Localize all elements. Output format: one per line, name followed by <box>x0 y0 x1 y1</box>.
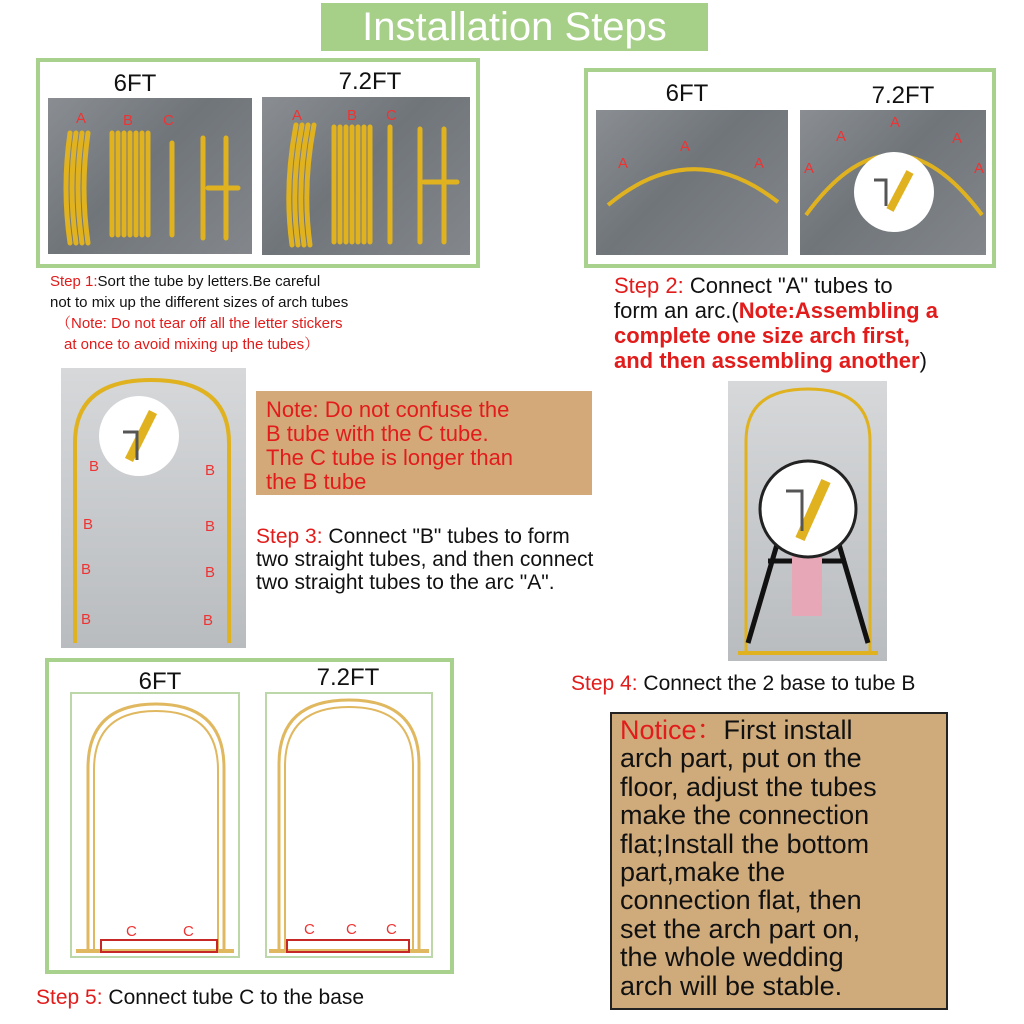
step3-line3: two straight tubes to the arc "A". <box>256 571 555 594</box>
step2-caption <box>614 273 1014 373</box>
step3-letter-b1: B <box>89 458 100 475</box>
notice-box <box>610 712 948 1010</box>
step2-7ft-letter-a4: A <box>952 130 963 147</box>
arch-stand-illustration <box>728 381 887 661</box>
step5-prefix: Step 5: <box>36 986 103 1009</box>
step1-size-7ft-label: 7.2FT <box>338 68 402 95</box>
step1-note1: （Note: Do not tear off all the letter stickers <box>56 315 343 332</box>
step5-6ft-letter-c1: C <box>126 923 137 940</box>
step4-prefix: Step 4: <box>571 672 638 695</box>
step2-line2a: form an arc.( <box>614 298 739 323</box>
arch-frame-illustration <box>61 368 246 648</box>
step3-caption <box>256 525 696 594</box>
arc-6ft-illustration <box>596 110 788 255</box>
step1-line1: Sort the tube by letters.Be careful <box>97 273 321 290</box>
step2-7ft-letter-a2: A <box>836 128 847 145</box>
notice-line8: set the arch part on, <box>620 913 861 944</box>
page-title: Installation Steps <box>321 3 708 51</box>
step1-photo-7ft <box>262 97 470 255</box>
step3-note-line4: the B tube <box>266 469 367 494</box>
step3-letter-b4: B <box>205 518 216 535</box>
step3-photo <box>61 368 246 648</box>
notice-line5: flat;Install the bottom <box>620 828 870 859</box>
notice-line9: the whole wedding <box>620 942 844 973</box>
step3-prefix: Step 3: <box>256 525 323 548</box>
arch-7ft-frame-icon <box>267 694 431 956</box>
step2-7ft-letter-a5: A <box>974 160 985 177</box>
step2-6ft-letter-a2: A <box>680 138 691 155</box>
step1-caption <box>50 271 470 355</box>
step5-caption <box>36 986 486 1010</box>
step5-text: Connect tube C to the base <box>102 986 365 1009</box>
step5-7ft-letter-c1: C <box>304 921 315 938</box>
step2-7ft-letter-a1: A <box>804 160 815 177</box>
step2-note3: and then assembling another <box>614 348 920 373</box>
notice-line2: arch part, put on the <box>620 743 862 774</box>
step1-7ft-letter-b: B <box>347 107 358 124</box>
step2-photo-6ft <box>596 110 788 255</box>
step2-6ft-letter-a3: A <box>754 155 765 172</box>
step3-note-line1: Note: Do not confuse the <box>266 397 510 422</box>
step2-line1: Connect "A" tubes to <box>683 273 893 298</box>
step1-letter-a: A <box>76 110 87 127</box>
notice-line6: part,make the <box>620 857 786 888</box>
notice-line4: make the connection <box>620 800 870 831</box>
step5-6ft-letter-c2: C <box>183 923 194 940</box>
step3-note <box>266 398 596 494</box>
step1-letter-b: B <box>123 112 134 129</box>
step5-7ft-letter-c2: C <box>346 921 357 938</box>
step2-note2: complete one size arch first, <box>614 323 910 348</box>
step2-photo-7ft <box>800 110 986 255</box>
step3-note-line3: The C tube is longer than <box>266 445 514 470</box>
step1-line2: not to mix up the different sizes of arch tubes <box>50 294 349 311</box>
step2-close: ) <box>919 348 927 373</box>
step5-arch-6ft <box>70 692 240 958</box>
step3-note-line2: B tube with the C tube. <box>266 421 489 446</box>
notice-prefix: Notice： <box>620 715 724 745</box>
notice-line1: First install <box>723 715 853 745</box>
step3-letter-b3: B <box>83 516 94 533</box>
step5-7ft-letter-c3: C <box>386 921 397 938</box>
step3-line2: two straight tubes, and then connect <box>256 548 594 571</box>
step2-7ft-letter-a3: A <box>890 114 901 131</box>
step3-letter-b6: B <box>205 564 216 581</box>
step2-size-6ft-label: 6FT <box>665 80 709 107</box>
step1-7ft-letter-c: C <box>386 107 397 124</box>
step5-arch-7ft <box>265 692 433 958</box>
step2-prefix: Step 2: <box>614 273 684 298</box>
step2-note1: Note:Assembling a <box>738 298 938 323</box>
arch-6ft-frame-icon <box>72 694 238 956</box>
step3-letter-b2: B <box>205 462 216 479</box>
step4-photo <box>728 381 887 661</box>
notice-line3: floor, adjust the tubes <box>620 771 877 802</box>
notice-line7: connection flat, then <box>620 885 862 916</box>
step3-line1: Connect "B" tubes to form <box>322 525 570 548</box>
step1-letter-c: C <box>163 112 174 129</box>
step1-note2: at once to avoid mixing up the tubes） <box>64 336 320 353</box>
step5-size-7ft-label: 7.2FT <box>316 664 380 691</box>
step4-text: Connect the 2 base to tube B <box>637 672 916 695</box>
step3-letter-b5: B <box>81 561 92 578</box>
step3-letter-b8: B <box>203 612 214 629</box>
step2-6ft-letter-a1: A <box>618 155 629 172</box>
step2-size-7ft-label: 7.2FT <box>871 82 935 109</box>
notice-line10: arch will be stable. <box>620 970 843 1001</box>
step1-size-6ft-label: 6FT <box>113 70 157 97</box>
step4-caption <box>571 672 1021 696</box>
step1-photo-6ft <box>48 98 252 254</box>
step3-letter-b7: B <box>81 611 92 628</box>
step1-prefix: Step 1: <box>50 273 98 290</box>
step1-7ft-letter-a: A <box>292 107 303 124</box>
step5-size-6ft-label: 6FT <box>138 668 182 695</box>
